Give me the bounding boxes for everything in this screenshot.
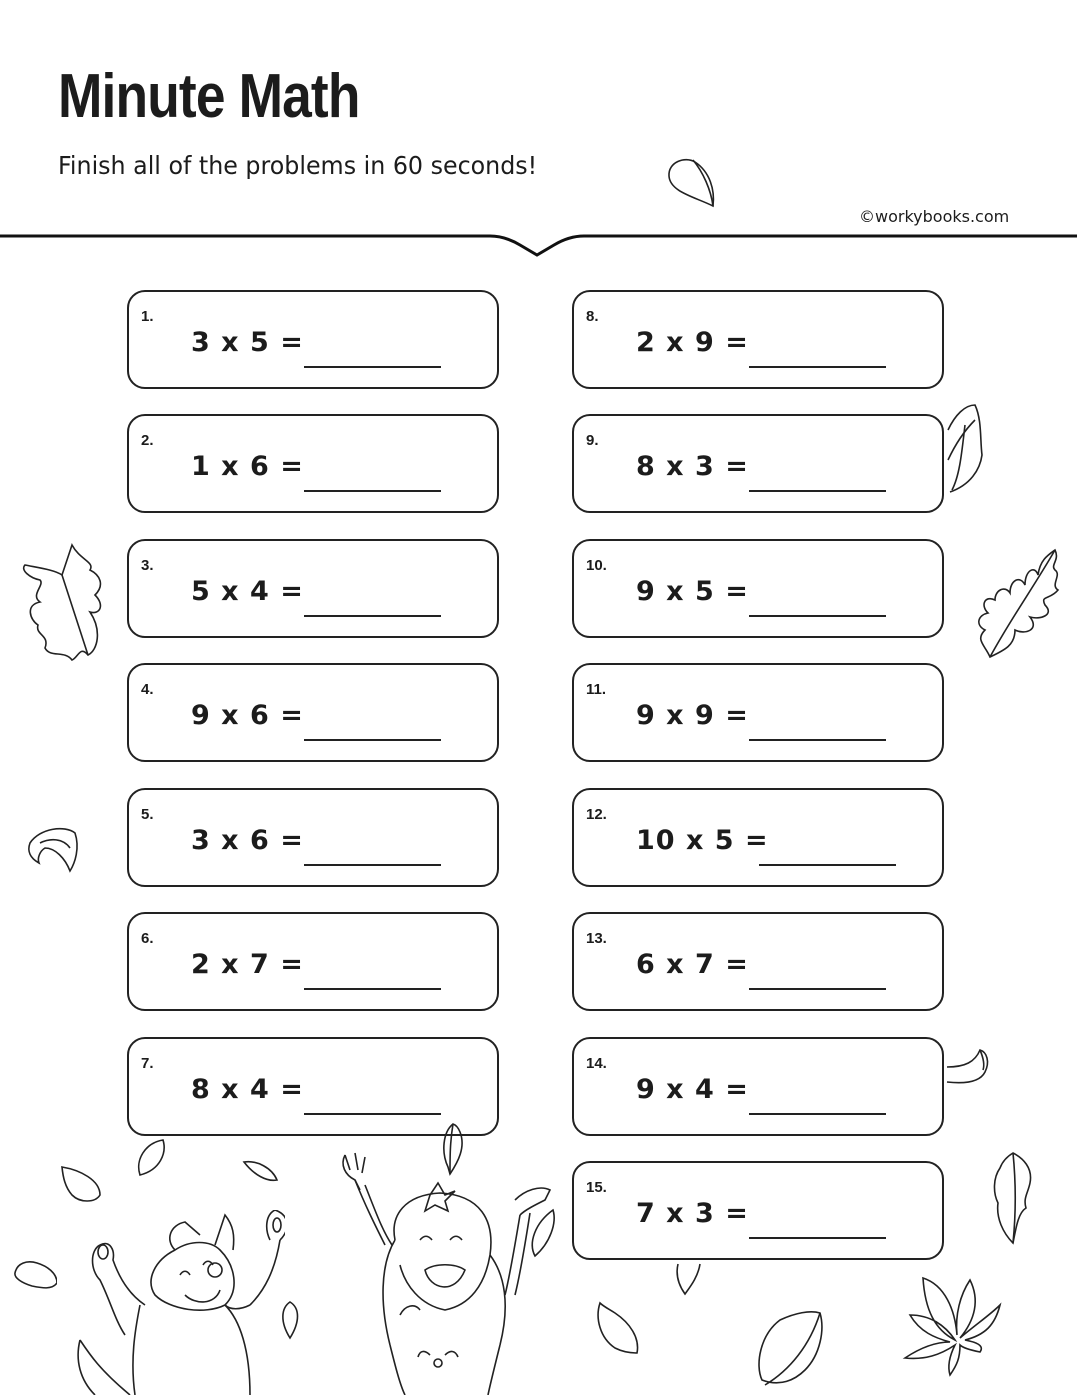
answer-blank[interactable] — [304, 988, 441, 990]
answer-blank[interactable] — [749, 490, 886, 492]
leaf-icon — [12, 1258, 57, 1293]
problem-number: 15. — [586, 1179, 607, 1196]
problem-expression: 7 x 3 = — [636, 1198, 749, 1229]
leaf-icon — [60, 1165, 105, 1205]
leaf-icon — [940, 400, 985, 495]
problem-number: 7. — [141, 1055, 154, 1072]
problem-number: 10. — [586, 557, 607, 574]
copyright-notice: ©workybooks.com — [859, 207, 1010, 226]
leaf-icon — [665, 152, 720, 210]
problem-number: 6. — [141, 930, 154, 947]
problem-number: 11. — [586, 681, 607, 698]
problem-number: 5. — [141, 806, 154, 823]
problem-card-6 — [127, 912, 499, 1011]
problem-expression: 6 x 7 = — [636, 949, 749, 980]
girl-illustration — [320, 1145, 560, 1395]
problem-card-12 — [572, 788, 944, 887]
answer-blank[interactable] — [749, 366, 886, 368]
problem-expression: 3 x 6 = — [191, 825, 304, 856]
answer-blank[interactable] — [749, 1237, 886, 1239]
oak-leaf-icon — [10, 540, 115, 665]
problem-number: 12. — [586, 806, 607, 823]
problem-number: 9. — [586, 432, 599, 449]
problem-expression: 8 x 3 = — [636, 451, 749, 482]
leaf-icon — [945, 1042, 995, 1097]
leaf-icon — [988, 1148, 1038, 1248]
problem-card-15 — [572, 1161, 944, 1260]
answer-blank[interactable] — [304, 739, 441, 741]
answer-blank[interactable] — [749, 1113, 886, 1115]
leaf-icon — [242, 1160, 282, 1185]
problem-card-2 — [127, 414, 499, 513]
problem-expression: 10 x 5 = — [636, 825, 769, 856]
problem-card-3 — [127, 539, 499, 638]
problem-number: 3. — [141, 557, 154, 574]
answer-blank[interactable] — [749, 739, 886, 741]
answer-blank[interactable] — [304, 1113, 441, 1115]
problem-card-9 — [572, 414, 944, 513]
answer-blank[interactable] — [304, 864, 441, 866]
problem-expression: 1 x 6 = — [191, 451, 304, 482]
oak-leaf-icon — [970, 545, 1065, 663]
leaf-icon — [670, 1262, 705, 1297]
answer-blank[interactable] — [304, 366, 441, 368]
raccoon-illustration — [75, 1210, 285, 1395]
problem-card-8 — [572, 290, 944, 389]
problem-card-5 — [127, 788, 499, 887]
leaf-icon — [525, 1208, 560, 1258]
problem-number: 14. — [586, 1055, 607, 1072]
problem-card-13 — [572, 912, 944, 1011]
leaf-icon — [25, 823, 80, 873]
leaf-icon — [750, 1305, 830, 1390]
answer-blank[interactable] — [759, 864, 896, 866]
problem-expression: 5 x 4 = — [191, 576, 304, 607]
leaf-icon — [135, 1135, 170, 1177]
answer-blank[interactable] — [749, 988, 886, 990]
problem-card-4 — [127, 663, 499, 762]
problem-expression: 2 x 7 = — [191, 949, 304, 980]
problem-expression: 9 x 6 = — [191, 700, 304, 731]
leaf-icon — [595, 1298, 645, 1358]
answer-blank[interactable] — [749, 615, 886, 617]
instructions: Finish all of the problems in 60 seconds! — [58, 151, 538, 180]
problem-expression: 2 x 9 = — [636, 327, 749, 358]
problem-card-10 — [572, 539, 944, 638]
problem-number: 13. — [586, 930, 607, 947]
problem-expression: 3 x 5 = — [191, 327, 304, 358]
header-divider — [0, 228, 1077, 260]
page-title: Minute Math — [58, 62, 360, 131]
problem-expression: 8 x 4 = — [191, 1074, 304, 1105]
maple-leaf-icon — [895, 1270, 1010, 1380]
problem-card-1 — [127, 290, 499, 389]
problem-expression: 9 x 5 = — [636, 576, 749, 607]
answer-blank[interactable] — [304, 615, 441, 617]
problem-card-11 — [572, 663, 944, 762]
problem-number: 8. — [586, 308, 599, 325]
problem-expression: 9 x 9 = — [636, 700, 749, 731]
problem-number: 1. — [141, 308, 154, 325]
problem-card-14 — [572, 1037, 944, 1136]
problem-expression: 9 x 4 = — [636, 1074, 749, 1105]
problem-number: 4. — [141, 681, 154, 698]
answer-blank[interactable] — [304, 490, 441, 492]
problem-number: 2. — [141, 432, 154, 449]
